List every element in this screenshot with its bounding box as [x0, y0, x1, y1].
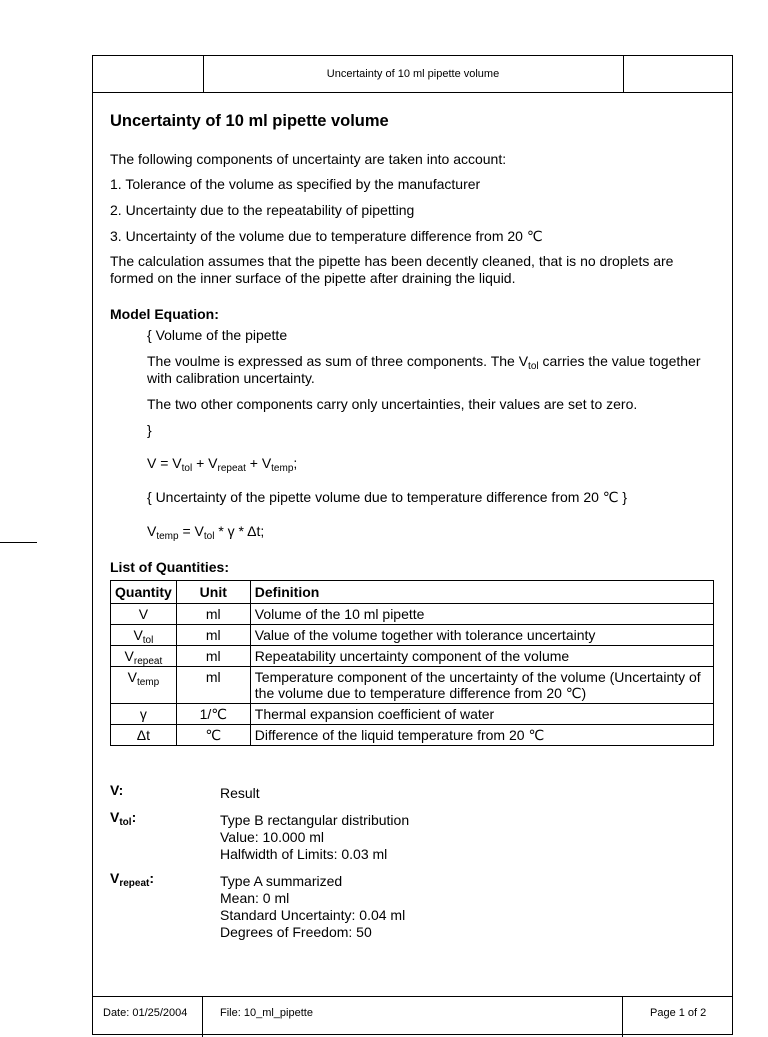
unit-cell: ml [176, 604, 250, 625]
assumption-text: The calculation assumes that the pipette has been decently cleaned, that is no droplets are formed on the inner surface of the pipette after draining the liquid. [110, 253, 674, 286]
quantity-cell: V [111, 604, 177, 625]
table-row [111, 625, 714, 646]
unit-cell: ml [176, 625, 250, 646]
temp-equation: $V_{temp} = V_{tol} * \gamma * \Delta t$; [147, 523, 265, 542]
detail-values [220, 812, 409, 863]
quantity-cell: Δt [111, 725, 177, 746]
margin-mark [0, 542, 37, 543]
detail-values [220, 873, 405, 941]
detail-line: Degrees of Freedom: 50 [220, 924, 372, 940]
intro-text: The following components of uncertainty are taken into account: [110, 151, 507, 167]
detail-label: $V_{tol}$: [110, 809, 137, 828]
detail-label: V: [110, 782, 124, 798]
model-comment: { Volume of the pipette [147, 327, 288, 343]
model-comment: The voulme is expressed as sum of three components. The $V_{tol}$ carries the value together with calibration uncertainty. [147, 353, 701, 386]
detail-line: Standard Uncertainty: 0.04 ml [220, 907, 406, 923]
definition-cell: Difference of the liquid temperature from 20 ℃ [250, 725, 713, 746]
detail-values [220, 785, 260, 802]
unit-cell: ℃ [176, 725, 250, 746]
table-row [111, 667, 714, 704]
definition-cell: Thermal expansion coefficient of water [250, 704, 713, 725]
footer-date: Date: 01/25/2004 [93, 997, 203, 1037]
column-header: Unit [176, 581, 250, 604]
document-title: Uncertainty of 10 ml pipette volume [110, 112, 389, 130]
table-row [111, 646, 714, 667]
detail-line: Halfwidth of Limits: 0.03 ml [220, 846, 388, 862]
unit-cell: 1/℃ [176, 704, 250, 725]
model-comment: } [147, 422, 152, 438]
table-row [111, 604, 714, 625]
unit-cell: ml [176, 667, 250, 704]
quantity-cell: $V_{repeat}$ [111, 646, 177, 667]
unit-cell: ml [176, 646, 250, 667]
definition-cell: Value of the volume together with tolerance uncertainty [250, 625, 713, 646]
component-item: 2. Uncertainty due to the repeatability of pipetting [110, 202, 415, 218]
page-header [93, 56, 732, 93]
definition-cell: Repeatability uncertainty component of the volume [250, 646, 713, 667]
column-header: Definition [250, 581, 713, 604]
quantity-cell: $V_{tol}$ [111, 625, 177, 646]
table-row [111, 704, 714, 725]
quantity-cell: $V_{temp}$ [111, 667, 177, 704]
detail-line: Value: 10.000 ml [220, 829, 325, 845]
page-footer [93, 996, 732, 1037]
detail-line: Type A summarized [220, 873, 343, 889]
detail-line: Result [220, 785, 260, 801]
model-equation: $V = V_{tol} + V_{repeat} + V_{temp}$; [147, 455, 298, 474]
quantities-heading: List of Quantities: [110, 559, 229, 575]
quantities-table [110, 580, 714, 746]
footer-file: File: 10_ml_pipette [203, 997, 623, 1037]
quantity-cell: γ [111, 704, 177, 725]
model-comment: { Uncertainty of the pipette volume due to temperature difference from 20 ℃ } [147, 489, 628, 505]
detail-line: Mean: 0 ml [220, 890, 290, 906]
component-item: 1. Tolerance of the volume as specified by the manufacturer [110, 176, 481, 192]
table-header-row [111, 581, 714, 604]
detail-line: Type B rectangular distribution [220, 812, 410, 828]
header-left-cell [93, 56, 204, 92]
header-title: Uncertainty of 10 ml pipette volume [203, 56, 624, 92]
model-heading: Model Equation: [110, 306, 219, 322]
column-header: Quantity [111, 581, 177, 604]
definition-cell: Volume of the 10 ml pipette [250, 604, 713, 625]
definition-cell: Temperature component of the uncertainty of the volume (Uncertainty of the volume due to temperature difference from 20 ℃) [250, 667, 713, 704]
component-item: 3. Uncertainty of the volume due to temperature difference from 20 ℃ [110, 228, 543, 244]
footer-page: Page 1 of 2 [650, 1007, 707, 1019]
table-row [111, 725, 714, 746]
model-comment: The two other components carry only uncertainties, their values are set to zero. [147, 396, 638, 412]
detail-label: $V_{repeat}$: [110, 870, 155, 889]
